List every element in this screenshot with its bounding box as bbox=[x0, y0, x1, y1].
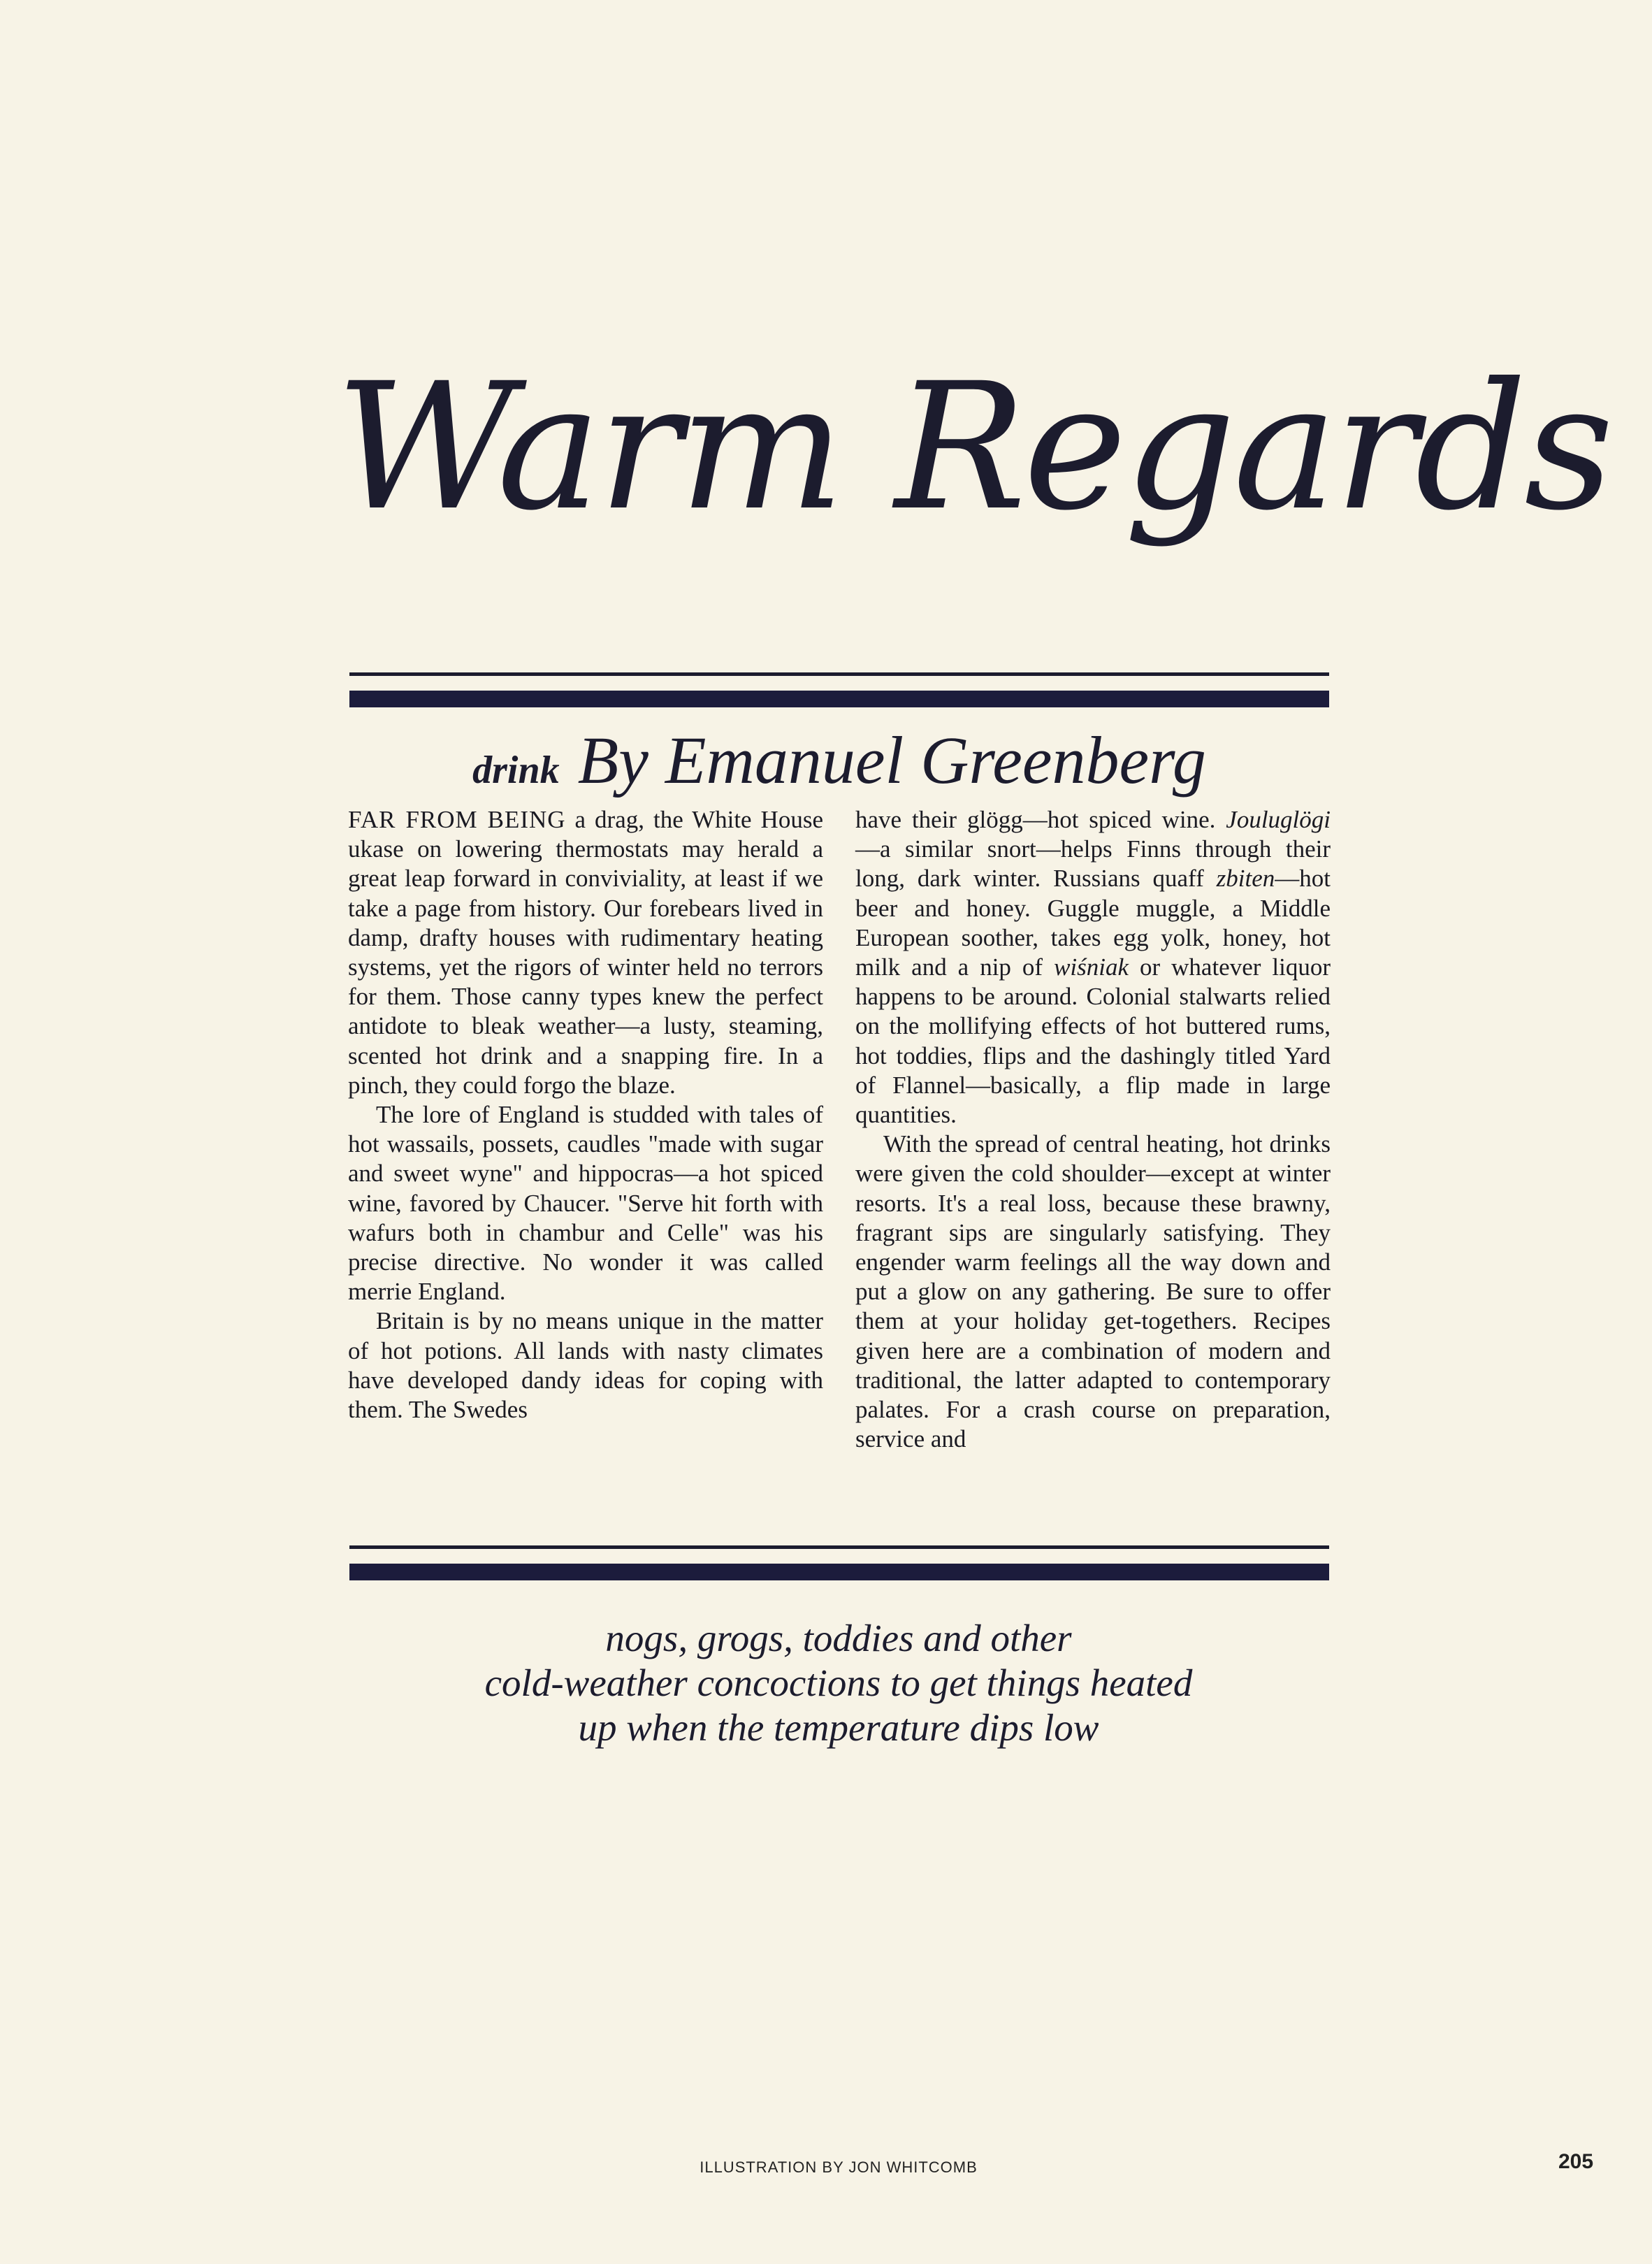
page-number: 205 bbox=[1558, 2150, 1594, 2173]
deck-line-2: cold-weather concoctions to get things heated bbox=[484, 1661, 1193, 1704]
byline-author: By Emanuel Greenberg bbox=[577, 723, 1206, 798]
paragraph-4-text-g: or whatever liquor happens to be around. Colonial stalwarts relied on the mollifying effects of hot buttered rums, hot toddies, flips and the dashingly titled Yard of Flannel—basically, a flip made in large quantities. bbox=[855, 953, 1331, 1129]
paragraph-4-text-c: —a similar snort—helps Finns through their long, dark winter. Russians quaff bbox=[855, 835, 1331, 893]
term-wisniak: wiśniak bbox=[1054, 953, 1129, 981]
illustration-credit: ILLUSTRATION BY JON WHITCOMB bbox=[700, 2158, 978, 2176]
paragraph-4-text-a: have their glögg—hot spiced wine. bbox=[855, 806, 1226, 833]
bottom-rule-thick bbox=[349, 1564, 1329, 1580]
paragraph-4 bbox=[855, 805, 1331, 1130]
byline-kicker: drink bbox=[472, 749, 560, 792]
paragraph-1-text: a drag, the White House ukase on lowering thermostats may herald a great leap forward in conviviality, at least if we take a page from history. Our forebears lived in damp, drafty houses with rudimentary heating systems, yet the rigors of winter held no terrors for them. Those canny types knew the perfect antidote to bleak weather—a lusty, steaming, scented hot drink and a snapping fire. In a pinch, they could forgo the blaze. bbox=[348, 806, 823, 1099]
article-column-right bbox=[855, 805, 1331, 1454]
term-zbiten: zbiten bbox=[1216, 865, 1275, 893]
deck-line-1: nogs, grogs, toddies and other bbox=[605, 1617, 1072, 1659]
lead-in: FAR FROM BEING bbox=[348, 806, 566, 833]
top-rule-thin bbox=[349, 672, 1329, 676]
article-column-left bbox=[348, 805, 823, 1425]
article-title: Warm Regards bbox=[335, 345, 1611, 549]
paragraph-5: With the spread of central heating, hot drinks were given the cold shoulder—except at winter resorts. It's a real loss, because these brawny, fragrant sips are singularly satisfying. They engender warm feelings all the way down and put a glow on any gathering. Be sure to offer them at your holiday get-togethers. Recipes given here are a combination of modern and traditional, the latter adapted to contemporary palates. For a crash course on preparation, service and bbox=[855, 1130, 1331, 1453]
byline bbox=[349, 721, 1329, 799]
paragraph-1 bbox=[348, 805, 823, 1100]
paragraph-2: The lore of England is studded with tales of hot wassails, possets, caudles "made with sugar and sweet wyne" and hippocras—a hot spiced wine, favored by Chaucer. "Serve hit forth with wafurs both in chambur and Celle" was his precise directive. No wonder it was called merrie England. bbox=[348, 1101, 823, 1306]
top-rule-thick bbox=[349, 691, 1329, 707]
deck-line-3: up when the temperature dips low bbox=[578, 1706, 1099, 1749]
deck bbox=[419, 1616, 1258, 1750]
bottom-rule-thin bbox=[349, 1545, 1329, 1549]
paragraph-4-text-e: —hot beer and honey. Guggle muggle, a Middle European soother, takes egg yolk, honey, hot milk and a nip of bbox=[855, 865, 1331, 981]
paragraph-3: Britain is by no means unique in the matter of hot potions. All lands with nasty climates have developed dandy ideas for coping with them. The Swedes bbox=[348, 1307, 823, 1424]
term-jouluglogi: Jouluglögi bbox=[1226, 806, 1331, 833]
